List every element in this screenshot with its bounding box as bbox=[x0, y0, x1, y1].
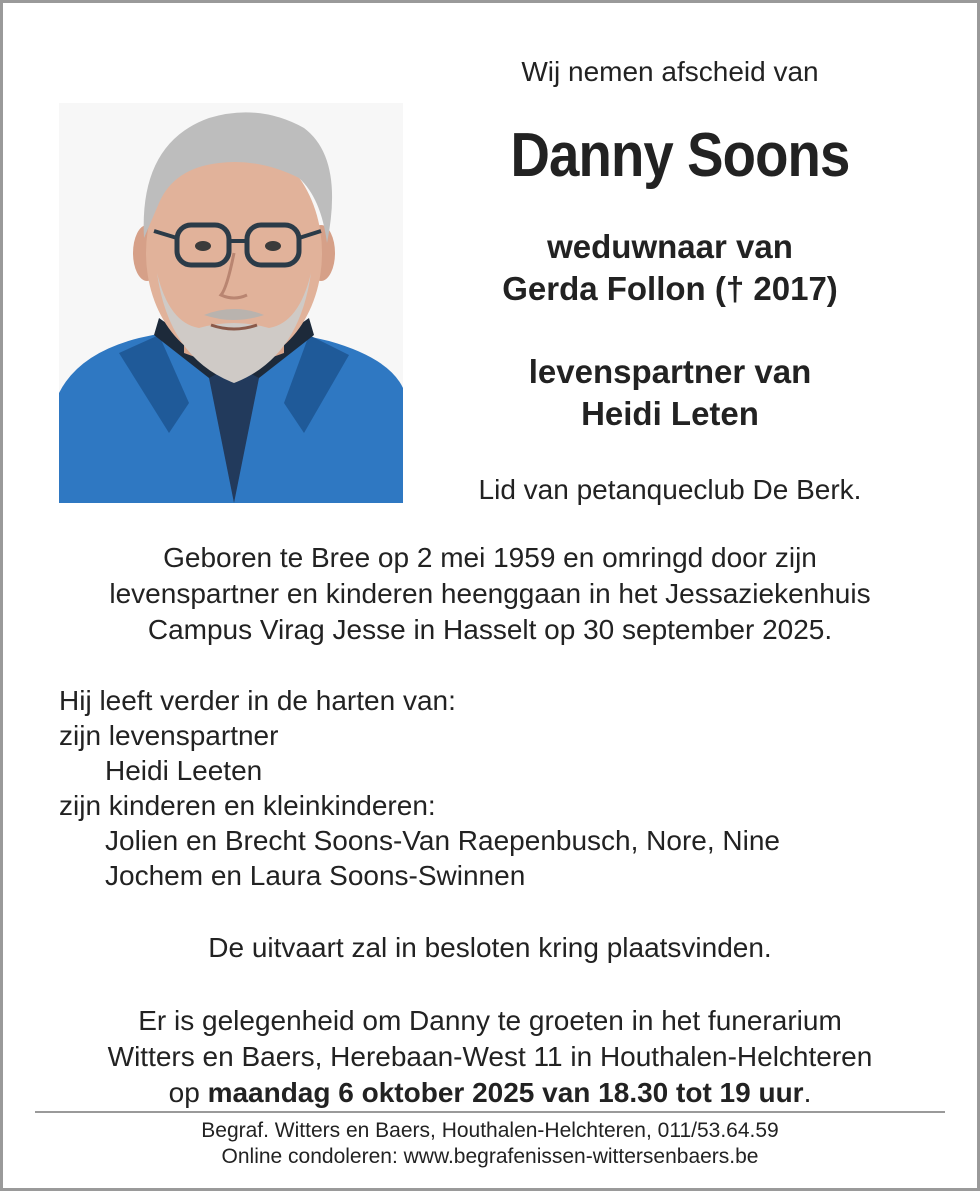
club-membership: Lid van petanqueclub De Berk. bbox=[478, 474, 862, 505]
partner-label: levenspartner van bbox=[528, 353, 812, 390]
deceased-name: Danny Soons bbox=[510, 121, 850, 190]
partner-name: Heidi Leten bbox=[581, 395, 759, 432]
online-condolences: Online condoleren: www.begrafenissen-wittersenbaers.be bbox=[221, 1145, 759, 1168]
portrait-photo bbox=[59, 103, 403, 503]
bio-line: Geboren te Bree op 2 mei 1959 en omringd door zijn bbox=[163, 542, 817, 573]
partner-label: zijn levenspartner bbox=[59, 720, 279, 751]
visit-suffix: . bbox=[803, 1077, 812, 1108]
partner-relation bbox=[440, 351, 900, 435]
child-entry: Jochem en Laura Soons-Swinnen bbox=[105, 860, 526, 891]
child-entry: Jolien en Brecht Soons-Van Raepenbusch, Nore, Nine bbox=[105, 825, 780, 856]
visit-line: Er is gelegenheid om Danny te groeten in het funerarium bbox=[138, 1005, 842, 1036]
widower-label: weduwnaar van bbox=[547, 228, 793, 265]
widower-spouse: Gerda Follon († 2017) bbox=[502, 270, 838, 307]
bio-line: levenspartner en kinderen heenggaan in het Jessaziekenhuis bbox=[109, 578, 871, 609]
footer-divider bbox=[35, 1111, 945, 1113]
intro-text: Wij nemen afscheid van bbox=[521, 56, 819, 87]
family-heading: Hij leeft verder in de harten van: bbox=[59, 685, 456, 716]
widower-relation bbox=[440, 226, 900, 310]
bio-line: Campus Virag Jesse in Hasselt op 30 september 2025. bbox=[147, 614, 833, 645]
visitation-info bbox=[40, 1003, 940, 1111]
funeral-notice: De uitvaart zal in besloten kring plaatsvinden. bbox=[208, 932, 772, 963]
visit-line: Witters en Baers, Herebaan-West 11 in Houthalen-Helchteren bbox=[107, 1041, 873, 1072]
family-list bbox=[59, 683, 780, 893]
visit-date: maandag 6 oktober 2025 van 18.30 tot 19 uur bbox=[207, 1077, 804, 1108]
footer bbox=[40, 1118, 940, 1170]
funeral-home-contact: Begraf. Witters en Baers, Houthalen-Helchteren, 011/53.64.59 bbox=[201, 1119, 779, 1142]
biography bbox=[40, 540, 940, 648]
partner-name: Heidi Leeten bbox=[105, 755, 263, 786]
children-label: zijn kinderen en kleinkinderen: bbox=[59, 790, 436, 821]
visit-date-line bbox=[40, 1075, 940, 1111]
visit-prefix: op bbox=[168, 1077, 208, 1108]
